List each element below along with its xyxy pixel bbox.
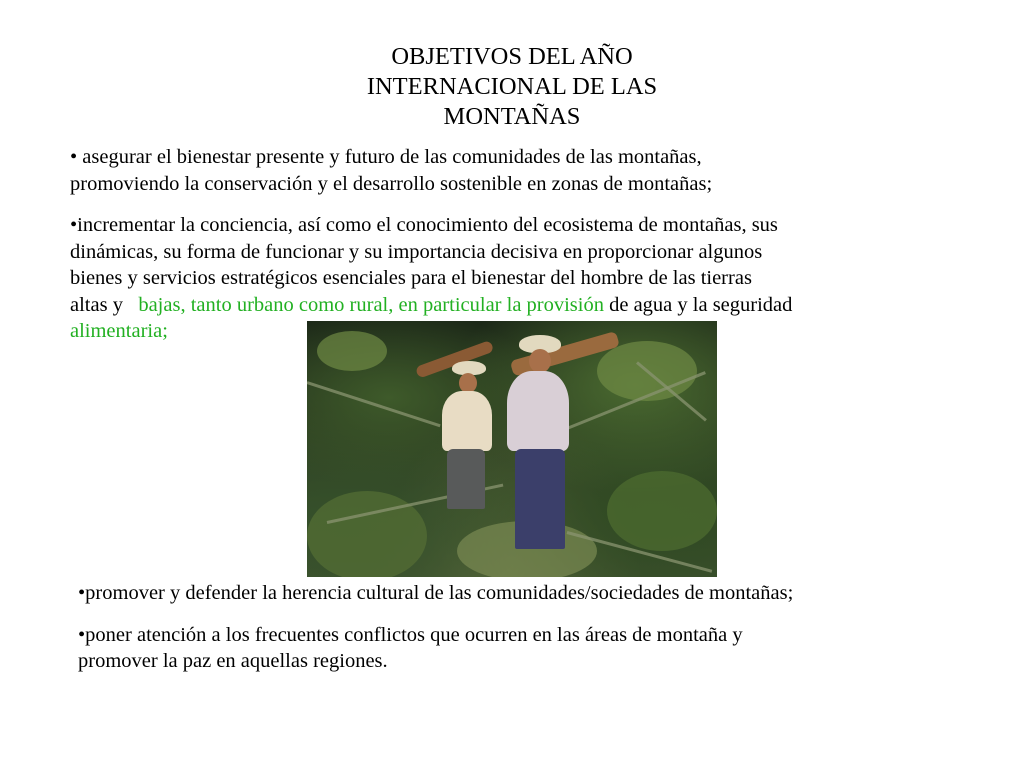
objective-text: de agua y la seguridad	[603, 293, 793, 316]
title-line-3: MONTAÑAS	[443, 103, 581, 130]
face	[459, 373, 477, 393]
objective-line: bienes y servicios estratégicos esenciales para el bienestar del hombre de las tierras	[70, 267, 752, 289]
objectives-list-bottom	[78, 580, 988, 690]
objective-line: promoviendo la conservación y el desarrollo sostenible en zonas de montañas;	[70, 172, 713, 195]
objective-item	[70, 212, 980, 345]
slide-title	[262, 42, 762, 132]
objective-line: •promover y defender la herencia cultural de las comunidades/sociedades de montañas;	[78, 582, 794, 604]
objective-item	[78, 580, 988, 607]
objective-line: dinámicas, su forma de funcionar y su importancia decisiva en proporcionar algunos	[70, 240, 763, 263]
highlighted-text: alimentaria;	[70, 320, 168, 342]
objective-text: altas y	[70, 293, 134, 316]
objective-line: • asegurar el bienestar presente y futuro de las comunidades de las montañas,	[70, 146, 702, 168]
trousers	[515, 449, 565, 549]
foliage	[607, 471, 717, 551]
objective-line: promover la paz en aquellas regiones.	[78, 650, 388, 672]
branch	[307, 381, 441, 427]
objectives-list	[70, 144, 980, 360]
highlighted-text: bajas, tanto urbano como rural, en particular la provisión	[133, 293, 604, 316]
title-line-2: INTERNACIONAL DE LAS	[366, 73, 658, 100]
objective-item	[70, 144, 980, 197]
trousers	[447, 449, 485, 509]
shirt	[442, 391, 492, 451]
shirt	[507, 371, 569, 451]
objective-item	[78, 622, 988, 675]
objective-line: •poner atención a los frecuentes conflictos que ocurren en las áreas de montaña y	[78, 623, 743, 646]
title-line-1: OBJETIVOS DEL AÑO	[391, 43, 633, 70]
objective-line	[70, 292, 980, 319]
objective-line: •incrementar la conciencia, así como el conocimiento del ecosistema de montañas, sus	[70, 214, 778, 236]
